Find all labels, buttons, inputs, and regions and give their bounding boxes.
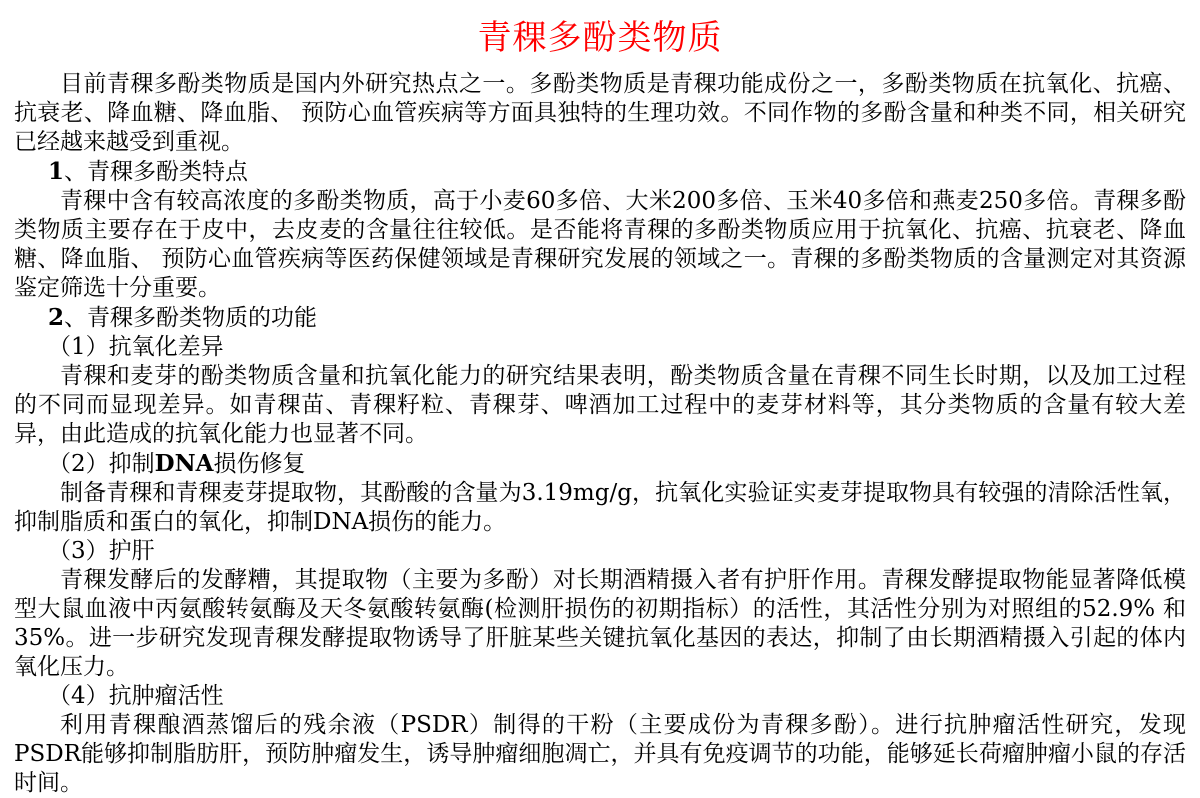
subsection-2-label-post: 损伤修复 — [213, 451, 306, 477]
subsection-1-paragraph: 青稞和麦芽的酚类物质含量和抗氧化能力的研究结果表明，酚类物质含量在青稞不同生长时期，以及加工过程的不同而显现差异。如青稞苗、青稞籽粒、青稞芽、啤酒加工过程中的麦芽材料等，其分类物质的含量有较大差异，由此造成的抗氧化能力也显著不同。 — [14, 363, 1186, 447]
subsection-2-label-dna: DNA — [154, 450, 214, 477]
page-title: 青稞多酚类物质 — [477, 18, 723, 58]
subsection-4-paragraph: 利用青稞酿酒蒸馏后的残余液（PSDR）制得的干粉（主要成份为青稞多酚）。进行抗肿瘤活性研究，发现PSDR能够抑制脂肪肝，预防肿瘤发生，诱导肿瘤细胞凋亡，并具有免疫调节的功能，能够延长荷瘤肿瘤小鼠的存活时间。 — [14, 712, 1186, 796]
subsection-4-heading: （4）抗肿瘤活性 — [48, 683, 224, 709]
section-1-heading — [14, 157, 1186, 187]
section-2-number: 2 — [48, 304, 65, 331]
section-1-number: 1 — [48, 158, 65, 185]
section-1-title: 、青稞多酚类特点 — [64, 159, 249, 185]
subsection-2-label-pre: （2）抑制 — [48, 451, 155, 477]
subsection-2-paragraph: 制备青稞和青稞麦芽提取物，其酚酸的含量为3.19mg/g，抗氧化实验证实麦芽提取物具有较强的清除活性氧，抑制脂质和蛋白的氧化，抑制DNA损伤的能力。 — [14, 480, 1186, 535]
section-2-title: 、青稞多酚类物质的功能 — [64, 305, 318, 331]
section-2-heading — [14, 303, 1186, 333]
intro-paragraph: 目前青稞多酚类物质是国内外研究热点之一。多酚类物质是青稞功能成份之一，多酚类物质在抗氧化、抗癌、抗衰老、降血糖、降血脂、 预防心血管疾病等方面具独特的生理功效。不同作物的多酚含量和种类不同，相关研究已经越来越受到重视。 — [14, 71, 1186, 155]
subsection-3-heading: （3）护肝 — [48, 538, 155, 564]
content-body — [14, 70, 1186, 798]
subsection-2-heading — [14, 449, 1186, 479]
subsection-3-paragraph: 青稞发酵后的发酵糟，其提取物（主要为多酚）对长期酒精摄入者有护肝作用。青稞发酵提取物能显著降低模型大鼠血液中丙氨酸转氨酶及天冬氨酸转氨酶(检测肝损伤的初期指标）的活性，其活性分别为对照组的52.9% 和 35%。进一步研究发现青稞发酵提取物诱导了肝脏某些关键抗氧化基因的表达，抑制了由长期酒精摄入引起的体内氧化压力。 — [14, 567, 1186, 680]
subsection-1-heading: （1）抗氧化差异 — [48, 334, 224, 360]
section-1-paragraph: 青稞中含有较高浓度的多酚类物质，高于小麦60多倍、大米200多倍、玉米40多倍和燕麦250多倍。青稞多酚类物质主要存在于皮中，去皮麦的含量往往较低。是否能将青稞的多酚类物质应用于抗氧化、抗癌、抗衰老、降血糖、降血脂、 预防心血管疾病等医药保健领域是青稞研究发展的领域之一。青稞的多酚类物质的含量测定对其资源鉴定筛选十分重要。 — [14, 188, 1186, 301]
